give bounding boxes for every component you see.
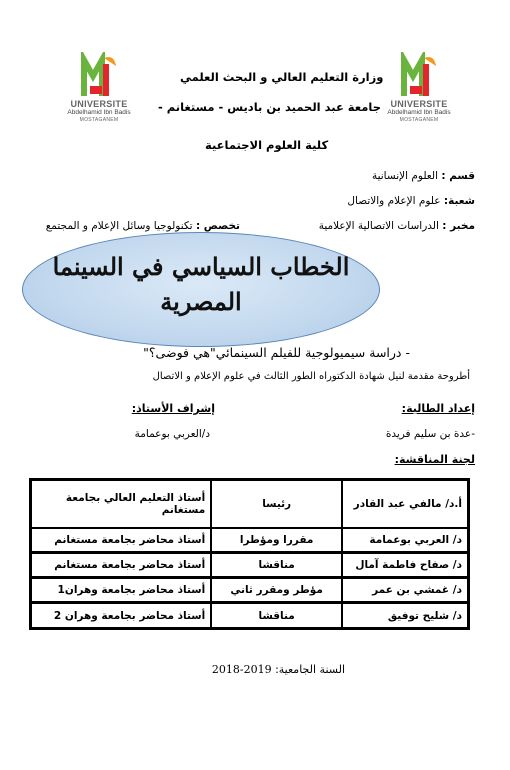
academic-year-label: السنة الجامعية: [275,663,345,676]
logo-university-text: UNIVERSITE [390,99,448,109]
department-value: العلوم الإنسانية [371,170,438,182]
member-role: مقررا ومؤطرا [211,528,342,553]
member-rank: أستاذ محاضر بجامعة وهران 2 [31,603,211,628]
table-row [31,528,468,553]
table-row [31,578,468,603]
member-role: مناقشا [211,603,342,628]
member-name: د/ صفاح فاطمة آمال [342,553,468,578]
table-row [31,603,468,628]
specialty-line [46,220,240,232]
university-heading: جامعة عبد الحميد بن باديس - مستغانم - [158,100,381,114]
academic-year-value: 2018-2019 [211,663,272,676]
university-logo-left [60,52,138,128]
specialty-value: تكنولوجيا وسائل الإعلام و المجتمع [45,220,193,232]
thesis-title-line1: الخطاب السياسي في السينما [52,252,350,281]
member-rank: أستاذ محاضر بجامعة مستغانم [31,553,211,578]
member-role: مناقشا [211,553,342,578]
branch-value: علوم الإعلام والاتصال [347,195,441,207]
thesis-note: أطروحة مقدمة لنيل شهادة الدكتوراه الطور الثالث في علوم الإعلام و الاتصال [152,371,470,382]
um-logo-icon [60,52,138,100]
lab-line [319,220,475,232]
logo-university-text: UNIVERSITE [70,99,128,109]
committee-table [29,478,470,630]
um-logo-icon [380,52,458,100]
branch-line [347,195,475,207]
member-role: مؤطر ومقرر ثاني [211,578,342,603]
member-rank: أستاذ محاضر بجامعة مستغانم [31,528,211,553]
member-rank: أستاذ محاضر بجامعة وهران1 [31,578,211,603]
department-label: قسم : [441,170,475,182]
logo-university-sub: Abdelhamid Ibn Badis [67,109,131,116]
member-name: د/ العربي بوعمامة [342,528,468,553]
supervisor-label: إشراف الأستاذ: [131,402,215,415]
logo-university-city: MOSTAGANEM [79,117,119,123]
member-name: أ.د/ مالفي عبد القادر [342,480,468,528]
member-name: د/ شليح توفيق [342,603,468,628]
member-name: د/ غمشي بن عمر [342,578,468,603]
logo-university-sub: Abdelhamid Ibn Badis [387,109,451,116]
table-row [31,480,468,528]
university-logo-right [380,52,458,128]
table-row [31,553,468,578]
supervisor-name: د/العربي بوعمامة [134,428,210,440]
academic-year-line [212,663,345,676]
lab-label: مخبر : [442,220,475,232]
title-ellipse [22,232,380,347]
thesis-title-line2: المصرية [160,287,242,316]
prepared-by-label: إعداد الطالبة: [401,402,475,415]
member-rank: أستاذ التعليم العالي بجامعة مستغانم [31,480,211,528]
thesis-subtitle: - دراسة سيميولوجية للفيلم السينمائي"هي فوضى؟" [143,345,410,360]
committee-label: لجنة المناقشة: [394,453,475,466]
specialty-label: تخصص : [195,220,240,232]
member-role: رئيسا [211,480,342,528]
ministry-heading: وزارة التعليم العالي و البحث العلمي [180,70,384,84]
logo-university-city: MOSTAGANEM [399,117,439,123]
department-line [372,170,475,182]
student-name: -عدة بن سليم فريدة [385,428,475,440]
lab-value: الدراسات الاتصالية الإعلامية [318,220,439,232]
branch-label: شعبة: [443,195,475,207]
faculty-heading: كلية العلوم الاجتماعية [205,138,329,152]
